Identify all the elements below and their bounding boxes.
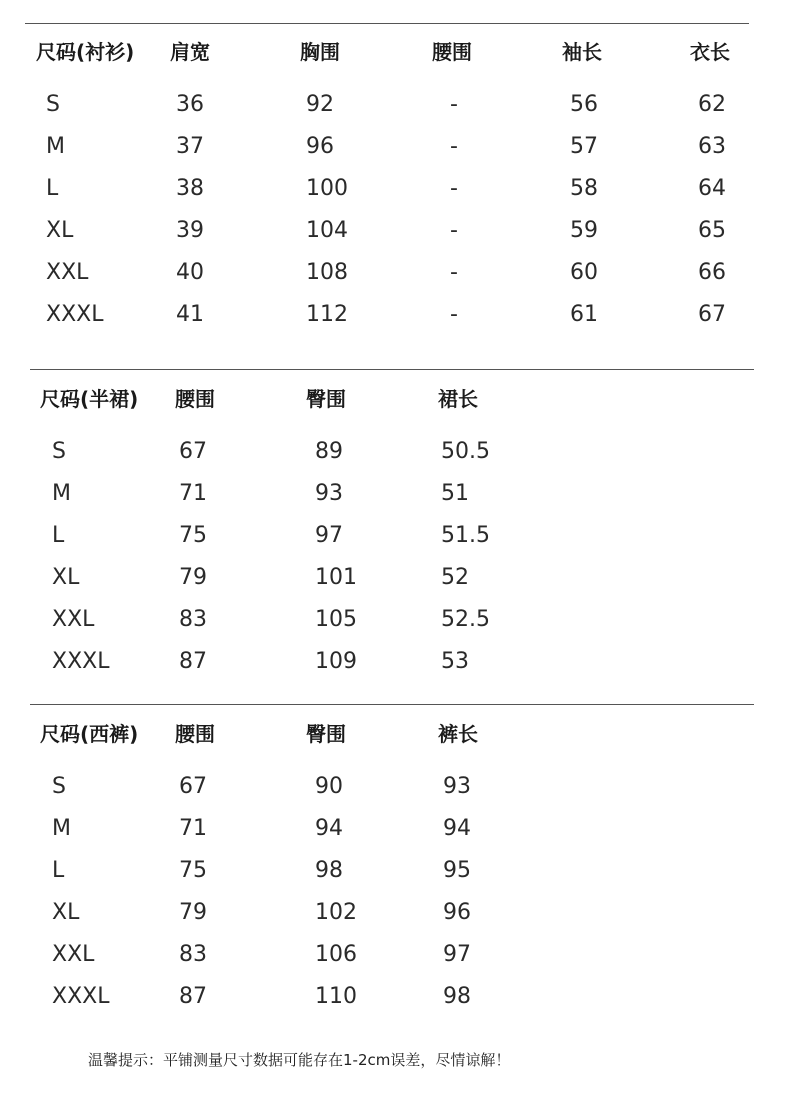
measurement-cell: 57	[570, 134, 598, 159]
measurement-cell: 62	[698, 92, 726, 117]
measurement-cell: 101	[315, 565, 357, 590]
column-header: 臀围	[306, 722, 346, 746]
trousers-top-divider	[30, 704, 754, 705]
size-label-cell: XXXL	[52, 984, 110, 1009]
measurement-cell: -	[450, 92, 458, 117]
measurement-cell: 96	[306, 134, 334, 159]
measurement-cell: 90	[315, 774, 343, 799]
measurement-cell: 93	[315, 481, 343, 506]
size-label-cell: M	[52, 816, 71, 841]
measurement-cell: 61	[570, 302, 598, 327]
measurement-cell: 94	[315, 816, 343, 841]
measurement-cell: 96	[443, 900, 471, 925]
measurement-cell: 58	[570, 176, 598, 201]
measurement-cell: 38	[176, 176, 204, 201]
size-label-cell: XL	[52, 565, 80, 590]
column-header: 腰围	[175, 722, 215, 746]
measurement-cell: 109	[315, 649, 357, 674]
column-header: 裙长	[438, 387, 478, 411]
measurement-cell: 87	[179, 649, 207, 674]
measurement-cell: 106	[315, 942, 357, 967]
measurement-cell: -	[450, 260, 458, 285]
size-label-cell: XL	[52, 900, 80, 925]
measurement-cell: 97	[315, 523, 343, 548]
size-label-cell: M	[52, 481, 71, 506]
measurement-cell: 97	[443, 942, 471, 967]
measurement-cell: 93	[443, 774, 471, 799]
measurement-cell: -	[450, 176, 458, 201]
measurement-cell: 87	[179, 984, 207, 1009]
measurement-cell: -	[450, 218, 458, 243]
measurement-cell: 67	[179, 774, 207, 799]
measurement-cell: 105	[315, 607, 357, 632]
measurement-cell: 40	[176, 260, 204, 285]
column-header: 胸围	[300, 40, 340, 64]
size-label-cell: XXL	[52, 942, 95, 967]
shirt-top-divider	[25, 23, 749, 24]
measurement-cell: 59	[570, 218, 598, 243]
measurement-cell: 51	[441, 481, 469, 506]
measurement-cell: 36	[176, 92, 204, 117]
size-label-cell: S	[52, 439, 66, 464]
measurement-cell: -	[450, 302, 458, 327]
measurement-cell: 100	[306, 176, 348, 201]
column-header: 尺码(衬衫)	[36, 40, 135, 64]
measurement-cell: 75	[179, 523, 207, 548]
measurement-cell: 65	[698, 218, 726, 243]
measurement-cell: 83	[179, 607, 207, 632]
measurement-cell: 92	[306, 92, 334, 117]
measurement-cell: 50.5	[441, 439, 490, 464]
measurement-cell: 102	[315, 900, 357, 925]
measurement-cell: 94	[443, 816, 471, 841]
size-label-cell: L	[46, 176, 59, 201]
column-header: 袖长	[562, 40, 602, 64]
size-label-cell: S	[52, 774, 66, 799]
column-header: 臀围	[306, 387, 346, 411]
measurement-cell: 83	[179, 942, 207, 967]
size-label-cell: L	[52, 858, 65, 883]
measurement-cell: 64	[698, 176, 726, 201]
column-header: 衣长	[690, 40, 730, 64]
measurement-cell: 67	[179, 439, 207, 464]
measurement-cell: 39	[176, 218, 204, 243]
measurement-cell: 41	[176, 302, 204, 327]
size-label-cell: XL	[46, 218, 74, 243]
measurement-cell: 67	[698, 302, 726, 327]
measurement-cell: 37	[176, 134, 204, 159]
measurement-cell: 95	[443, 858, 471, 883]
measurement-cell: 112	[306, 302, 348, 327]
measurement-cell: 63	[698, 134, 726, 159]
column-header: 尺码(半裙)	[40, 387, 139, 411]
column-header: 腰围	[175, 387, 215, 411]
measurement-cell: 71	[179, 481, 207, 506]
column-header: 肩宽	[170, 40, 210, 64]
measurement-cell: 98	[315, 858, 343, 883]
measurement-cell: 53	[441, 649, 469, 674]
measurement-cell: 75	[179, 858, 207, 883]
measurement-cell: 110	[315, 984, 357, 1009]
size-label-cell: XXXL	[52, 649, 110, 674]
skirt-top-divider	[30, 369, 754, 370]
size-label-cell: M	[46, 134, 65, 159]
measurement-cell: 89	[315, 439, 343, 464]
measurement-note: 温馨提示：平铺测量尺寸数据可能存在1-2cm误差，尽情谅解！	[88, 1051, 511, 1069]
size-label-cell: L	[52, 523, 65, 548]
measurement-cell: 66	[698, 260, 726, 285]
measurement-cell: 51.5	[441, 523, 490, 548]
size-label-cell: S	[46, 92, 60, 117]
measurement-cell: 79	[179, 565, 207, 590]
measurement-cell: 104	[306, 218, 348, 243]
column-header: 裤长	[438, 722, 478, 746]
measurement-cell: -	[450, 134, 458, 159]
size-label-cell: XXL	[46, 260, 89, 285]
column-header: 腰围	[432, 40, 472, 64]
measurement-cell: 71	[179, 816, 207, 841]
measurement-cell: 79	[179, 900, 207, 925]
size-label-cell: XXL	[52, 607, 95, 632]
measurement-cell: 56	[570, 92, 598, 117]
measurement-cell: 52	[441, 565, 469, 590]
measurement-cell: 60	[570, 260, 598, 285]
measurement-cell: 98	[443, 984, 471, 1009]
measurement-cell: 108	[306, 260, 348, 285]
column-header: 尺码(西裤)	[40, 722, 139, 746]
measurement-cell: 52.5	[441, 607, 490, 632]
size-label-cell: XXXL	[46, 302, 104, 327]
